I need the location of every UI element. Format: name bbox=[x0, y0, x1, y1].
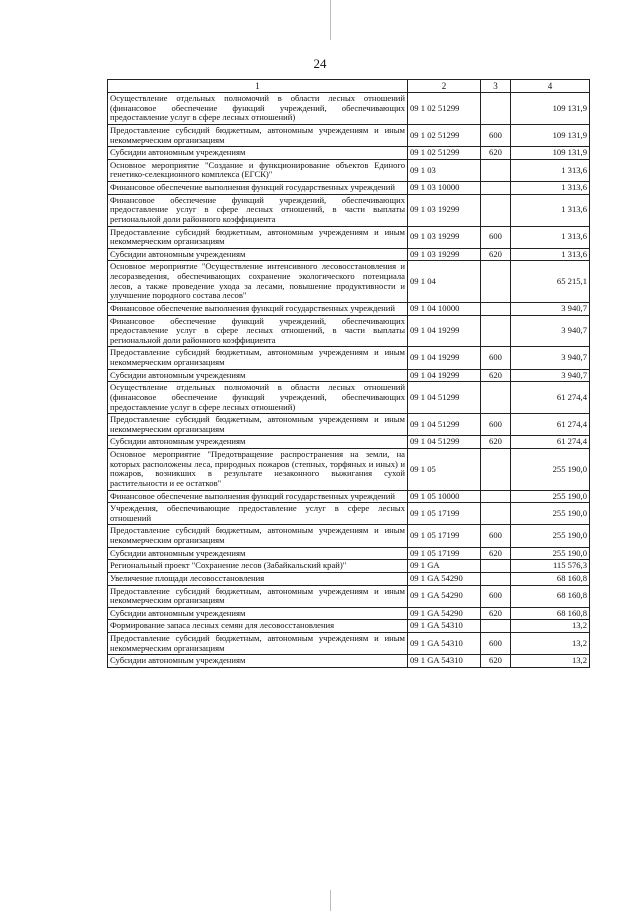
row-code: 09 1 04 19299 bbox=[408, 369, 481, 382]
row-code: 09 1 04 bbox=[408, 261, 481, 303]
row-type bbox=[481, 302, 511, 315]
row-name: Финансовое обеспечение выполнения функций государственных учреждений bbox=[108, 490, 408, 503]
row-name: Финансовое обеспечение функций учреждений, обеспечивающих предоставление услуг в сфере лесных отношений, в части выплаты региональной доли районного коэффициента bbox=[108, 194, 408, 226]
table-row bbox=[108, 159, 590, 181]
row-sum: 1 313,6 bbox=[511, 194, 590, 226]
row-sum: 68 160,8 bbox=[511, 585, 590, 607]
row-code: 09 1 03 19299 bbox=[408, 248, 481, 261]
row-code: 09 1 02 51299 bbox=[408, 147, 481, 160]
row-sum: 109 131,9 bbox=[511, 124, 590, 146]
row-type: 600 bbox=[481, 226, 511, 248]
table-row bbox=[108, 124, 590, 146]
row-type bbox=[481, 449, 511, 491]
row-name: Субсидии автономным учреждениям bbox=[108, 369, 408, 382]
row-sum: 3 940,7 bbox=[511, 369, 590, 382]
row-name: Субсидии автономным учреждениям bbox=[108, 655, 408, 668]
table-row bbox=[108, 302, 590, 315]
table-row bbox=[108, 436, 590, 449]
row-sum: 61 274,4 bbox=[511, 414, 590, 436]
table-row bbox=[108, 490, 590, 503]
row-name: Осуществление отдельных полномочий в области лесных отношений (финансовое обеспечение функций учреждений, обеспечивающих предоставление услуг в сфере лесных отношений) bbox=[108, 93, 408, 125]
row-code: 09 1 GA 54310 bbox=[408, 633, 481, 655]
row-sum: 61 274,4 bbox=[511, 436, 590, 449]
table-row bbox=[108, 194, 590, 226]
row-code: 09 1 04 51299 bbox=[408, 382, 481, 414]
row-sum: 3 940,7 bbox=[511, 347, 590, 369]
row-code: 09 1 03 10000 bbox=[408, 182, 481, 195]
row-code: 09 1 GA 54310 bbox=[408, 655, 481, 668]
header-col-3: 3 bbox=[481, 80, 511, 93]
row-name: Субсидии автономным учреждениям bbox=[108, 436, 408, 449]
row-code: 09 1 05 10000 bbox=[408, 490, 481, 503]
table-row bbox=[108, 261, 590, 303]
row-name: Основное мероприятие "Осуществление интенсивного лесовосстановления и лесоразведения, обеспечивающих сохранение экологического потенциала лесов, а также проведение ухода за лесами, повышение продуктивности и улучшение породного состава лесов" bbox=[108, 261, 408, 303]
row-type: 600 bbox=[481, 633, 511, 655]
row-type bbox=[481, 572, 511, 585]
row-type: 620 bbox=[481, 369, 511, 382]
row-name: Финансовое обеспечение функций учреждений, обеспечивающих предоставление услуг в сфере лесных отношений, в части выплаты региональной доли районного коэффициента bbox=[108, 315, 408, 347]
header-col-2: 2 bbox=[408, 80, 481, 93]
row-sum: 255 190,0 bbox=[511, 547, 590, 560]
row-name: Предоставление субсидий бюджетным, автономным учреждениям и иным некоммерческим организациям bbox=[108, 633, 408, 655]
row-sum: 1 313,6 bbox=[511, 182, 590, 195]
row-type bbox=[481, 490, 511, 503]
row-code: 09 1 GA 54290 bbox=[408, 607, 481, 620]
row-code: 09 1 GA 54290 bbox=[408, 572, 481, 585]
row-sum: 68 160,8 bbox=[511, 572, 590, 585]
row-name: Субсидии автономным учреждениям bbox=[108, 147, 408, 160]
row-sum: 1 313,6 bbox=[511, 226, 590, 248]
row-sum: 109 131,9 bbox=[511, 93, 590, 125]
row-sum: 115 576,3 bbox=[511, 560, 590, 573]
row-code: 09 1 02 51299 bbox=[408, 124, 481, 146]
row-sum: 13,2 bbox=[511, 620, 590, 633]
table-row bbox=[108, 347, 590, 369]
header-col-1: 1 bbox=[108, 80, 408, 93]
row-code: 09 1 GA bbox=[408, 560, 481, 573]
table-body bbox=[108, 93, 590, 668]
row-type: 620 bbox=[481, 547, 511, 560]
row-code: 09 1 03 19299 bbox=[408, 194, 481, 226]
row-type: 620 bbox=[481, 655, 511, 668]
row-name: Предоставление субсидий бюджетным, автономным учреждениям и иным некоммерческим организациям bbox=[108, 124, 408, 146]
row-name: Увеличение площади лесовосстановления bbox=[108, 572, 408, 585]
table-row bbox=[108, 503, 590, 525]
row-type: 620 bbox=[481, 147, 511, 160]
scan-mark-bottom bbox=[330, 890, 331, 911]
table-row bbox=[108, 585, 590, 607]
row-type: 620 bbox=[481, 436, 511, 449]
row-name: Учреждения, обеспечивающие предоставление услуг в сфере лесных отношений bbox=[108, 503, 408, 525]
row-name: Предоставление субсидий бюджетным, автономным учреждениям и иным некоммерческим организациям bbox=[108, 585, 408, 607]
row-code: 09 1 05 17199 bbox=[408, 547, 481, 560]
table-row bbox=[108, 147, 590, 160]
row-type: 600 bbox=[481, 347, 511, 369]
row-type: 600 bbox=[481, 414, 511, 436]
row-name: Субсидии автономным учреждениям bbox=[108, 248, 408, 261]
table-row bbox=[108, 607, 590, 620]
row-type bbox=[481, 194, 511, 226]
row-type: 600 bbox=[481, 585, 511, 607]
row-code: 09 1 03 bbox=[408, 159, 481, 181]
row-type bbox=[481, 620, 511, 633]
row-code: 09 1 05 17199 bbox=[408, 525, 481, 547]
table-row bbox=[108, 182, 590, 195]
table-row bbox=[108, 315, 590, 347]
table-row bbox=[108, 382, 590, 414]
row-type: 600 bbox=[481, 124, 511, 146]
row-name: Предоставление субсидий бюджетным, автономным учреждениям и иным некоммерческим организациям bbox=[108, 347, 408, 369]
row-sum: 13,2 bbox=[511, 655, 590, 668]
table-row bbox=[108, 525, 590, 547]
table-header-row bbox=[108, 80, 590, 93]
row-name: Основное мероприятие "Создание и функционирование объектов Единого генетико-селекционного комплекса (ЕГСК)" bbox=[108, 159, 408, 181]
row-type: 620 bbox=[481, 607, 511, 620]
table-row bbox=[108, 620, 590, 633]
table-row bbox=[108, 572, 590, 585]
scan-mark-top bbox=[330, 0, 331, 40]
row-code: 09 1 04 19299 bbox=[408, 347, 481, 369]
table-row bbox=[108, 369, 590, 382]
row-name: Формирование запаса лесных семян для лесовосстановления bbox=[108, 620, 408, 633]
row-name: Субсидии автономным учреждениям bbox=[108, 547, 408, 560]
row-sum: 1 313,6 bbox=[511, 159, 590, 181]
table-row bbox=[108, 560, 590, 573]
row-code: 09 1 02 51299 bbox=[408, 93, 481, 125]
row-sum: 255 190,0 bbox=[511, 503, 590, 525]
row-type bbox=[481, 382, 511, 414]
header-col-4: 4 bbox=[511, 80, 590, 93]
row-name: Финансовое обеспечение выполнения функций государственных учреждений bbox=[108, 302, 408, 315]
row-sum: 68 160,8 bbox=[511, 607, 590, 620]
row-name: Осуществление отдельных полномочий в области лесных отношений (финансовое обеспечение функций учреждений, обеспечивающих предоставление услуг в сфере лесных отношений) bbox=[108, 382, 408, 414]
row-name: Финансовое обеспечение выполнения функций государственных учреждений bbox=[108, 182, 408, 195]
row-code: 09 1 04 51299 bbox=[408, 414, 481, 436]
row-sum: 255 190,0 bbox=[511, 525, 590, 547]
row-sum: 3 940,7 bbox=[511, 302, 590, 315]
row-code: 09 1 04 10000 bbox=[408, 302, 481, 315]
row-name: Предоставление субсидий бюджетным, автономным учреждениям и иным некоммерческим организациям bbox=[108, 525, 408, 547]
row-code: 09 1 GA 54310 bbox=[408, 620, 481, 633]
row-sum: 65 215,1 bbox=[511, 261, 590, 303]
row-code: 09 1 04 51299 bbox=[408, 436, 481, 449]
table-row bbox=[108, 226, 590, 248]
row-sum: 61 274,4 bbox=[511, 382, 590, 414]
row-name: Основное мероприятие "Предотвращение распространения на земли, на которых расположены леса, природных пожаров (степных, торфяных и иных) и пожаров, возникших в результате незаконного выжигания сухой растительности и ее остатков" bbox=[108, 449, 408, 491]
table-row bbox=[108, 449, 590, 491]
row-type bbox=[481, 503, 511, 525]
row-sum: 13,2 bbox=[511, 633, 590, 655]
row-name: Субсидии автономным учреждениям bbox=[108, 607, 408, 620]
row-name: Региональный проект "Сохранение лесов (Забайкальский край)" bbox=[108, 560, 408, 573]
table-row bbox=[108, 93, 590, 125]
row-type bbox=[481, 182, 511, 195]
row-type: 620 bbox=[481, 248, 511, 261]
table-row bbox=[108, 248, 590, 261]
budget-table bbox=[107, 79, 590, 668]
row-name: Предоставление субсидий бюджетным, автономным учреждениям и иным некоммерческим организациям bbox=[108, 226, 408, 248]
row-type bbox=[481, 560, 511, 573]
row-type bbox=[481, 159, 511, 181]
row-sum: 255 190,0 bbox=[511, 490, 590, 503]
table-row bbox=[108, 633, 590, 655]
row-sum: 109 131,9 bbox=[511, 147, 590, 160]
page-number: 24 bbox=[313, 56, 327, 71]
row-type bbox=[481, 261, 511, 303]
row-type bbox=[481, 93, 511, 125]
table-row bbox=[108, 547, 590, 560]
row-code: 09 1 GA 54290 bbox=[408, 585, 481, 607]
row-sum: 1 313,6 bbox=[511, 248, 590, 261]
table-row bbox=[108, 655, 590, 668]
row-name: Предоставление субсидий бюджетным, автономным учреждениям и иным некоммерческим организациям bbox=[108, 414, 408, 436]
row-code: 09 1 04 19299 bbox=[408, 315, 481, 347]
row-type: 600 bbox=[481, 525, 511, 547]
row-sum: 255 190,0 bbox=[511, 449, 590, 491]
row-code: 09 1 05 17199 bbox=[408, 503, 481, 525]
row-type bbox=[481, 315, 511, 347]
table-row bbox=[108, 414, 590, 436]
row-sum: 3 940,7 bbox=[511, 315, 590, 347]
row-code: 09 1 05 bbox=[408, 449, 481, 491]
row-code: 09 1 03 19299 bbox=[408, 226, 481, 248]
